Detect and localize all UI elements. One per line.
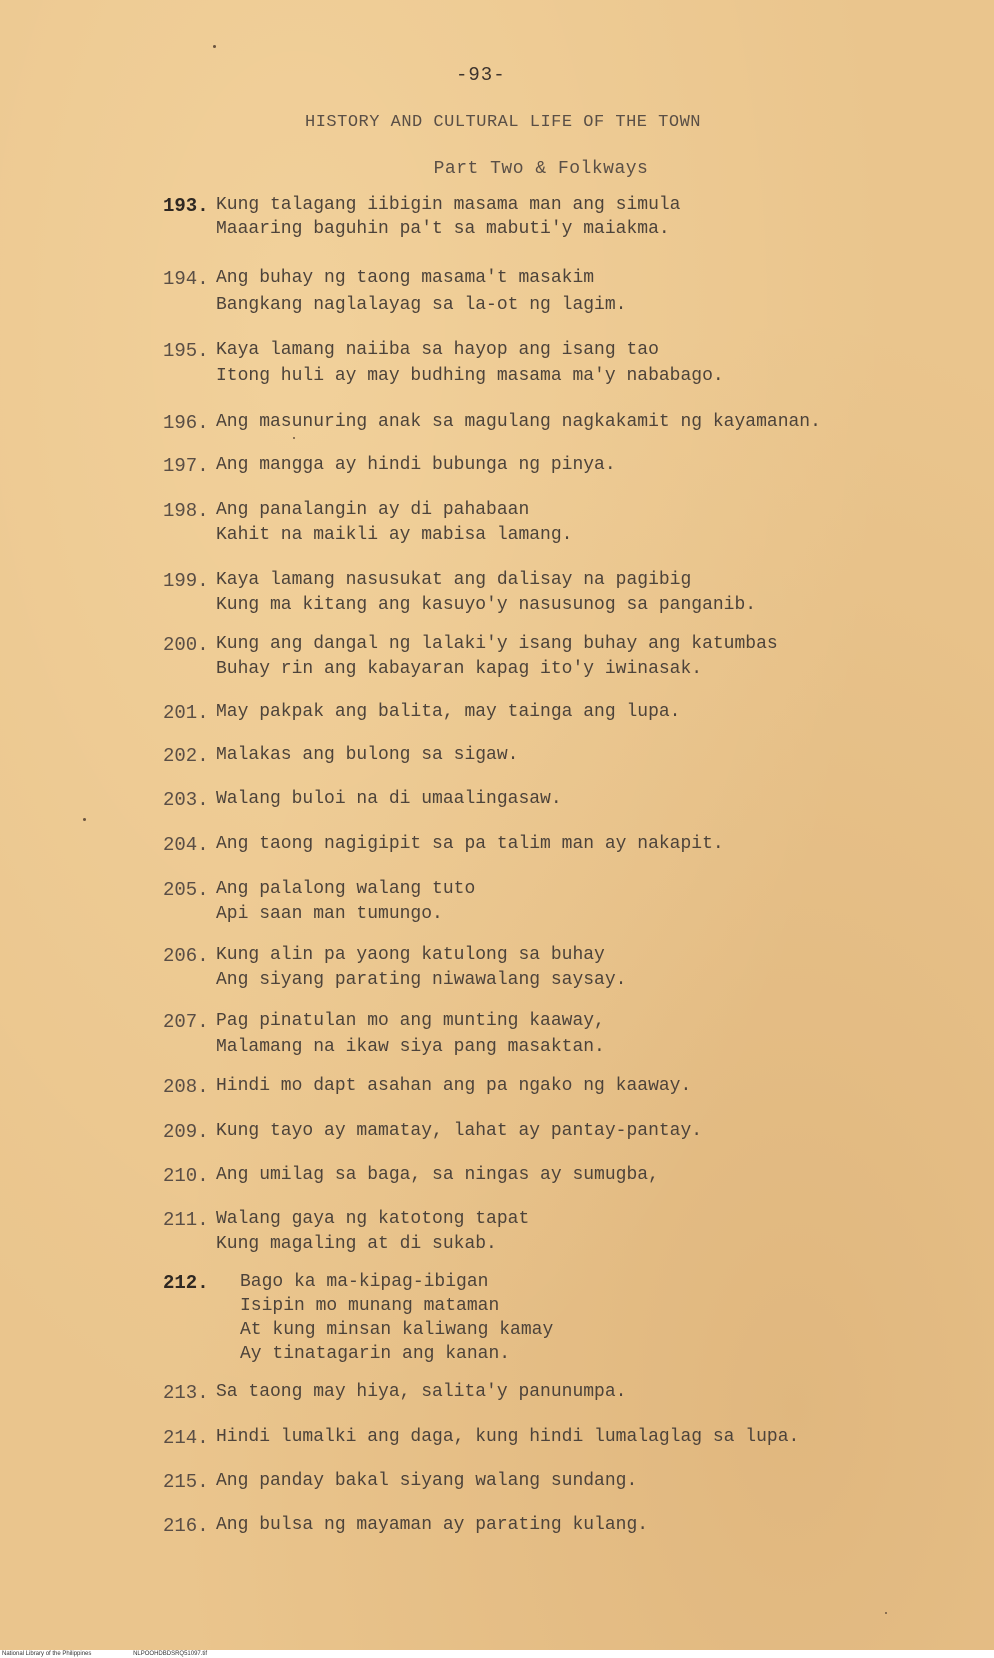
- proverb-line: Pag pinatulan mo ang munting kaaway,: [216, 1011, 605, 1031]
- proverb-line: Api saan man tumungo.: [216, 904, 443, 924]
- proverb-number: 211.: [163, 1209, 209, 1231]
- paper-speck: [83, 818, 86, 821]
- proverb-line: Kahit na maikli ay mabisa lamang.: [216, 525, 573, 545]
- paper-speck: [885, 1612, 887, 1614]
- page-subtitle: Part Two & Folkways: [433, 159, 649, 179]
- proverb-line: Itong huli ay may budhing masama ma'y nababago.: [216, 366, 724, 386]
- proverb-number: 209.: [163, 1121, 209, 1143]
- proverb-line: Walang buloi na di umaalingasaw.: [216, 789, 562, 809]
- proverb-line: Ang masunuring anak sa magulang nagkakamit ng kayamanan.: [216, 412, 821, 432]
- page-number: -93-: [456, 64, 506, 86]
- proverb-line: Buhay rin ang kabayaran kapag ito'y iwinasak.: [216, 659, 703, 679]
- proverb-number: 208.: [163, 1076, 209, 1098]
- proverb-line: At kung minsan kaliwang kamay: [240, 1320, 554, 1340]
- proverb-line: Ang umilag sa baga, sa ningas ay sumugba,: [216, 1165, 659, 1185]
- proverb-line: Kung ang dangal ng lalaki'y isang buhay ang katumbas: [216, 634, 778, 654]
- proverb-line: Ang panalangin ay di pahabaan: [216, 500, 530, 520]
- proverb-number: 212.: [163, 1272, 209, 1294]
- proverb-line: Kaya lamang naiiba sa hayop ang isang tao: [216, 340, 659, 360]
- proverb-line: Bago ka ma-kipag-ibigan: [240, 1272, 489, 1292]
- proverb-line: Ang mangga ay hindi bubunga ng pinya.: [216, 455, 616, 475]
- proverb-number: 207.: [163, 1011, 209, 1033]
- proverb-line: Kaya lamang nasusukat ang dalisay na pagibig: [216, 570, 692, 590]
- paper-speck: [213, 45, 216, 48]
- proverb-line: Ay tinatagarin ang kanan.: [240, 1344, 511, 1364]
- proverb-line: Isipin mo munang mataman: [240, 1296, 500, 1316]
- footer-file: NLPOOHDBDSRQ51097.tif: [133, 1651, 208, 1657]
- proverb-line: Kung alin pa yaong katulong sa buhay: [216, 945, 605, 965]
- proverb-line: Kung ma kitang ang kasuyo'y nasusunog sa panganib.: [216, 595, 757, 615]
- proverb-line: Malakas ang bulong sa sigaw.: [216, 745, 519, 765]
- proverb-number: 203.: [163, 789, 209, 811]
- proverb-line: Kung tayo ay mamatay, lahat ay pantay-pantay.: [216, 1121, 703, 1141]
- proverb-number: 197.: [163, 455, 209, 477]
- proverb-line: Ang taong nagigipit sa pa talim man ay nakapit.: [216, 834, 724, 854]
- proverb-line: Ang siyang parating niwawalang saysay.: [216, 970, 627, 990]
- page-title: HISTORY AND CULTURAL LIFE OF THE TOWN: [305, 113, 701, 132]
- proverb-line: Walang gaya ng katotong tapat: [216, 1209, 530, 1229]
- proverb-line: Maaaring baguhin pa't sa mabuti'y maiakma.: [216, 219, 670, 239]
- scan-footer: [0, 1650, 994, 1658]
- proverb-number: 196.: [163, 412, 209, 434]
- proverb-line: Hindi mo dapt asahan ang pa ngako ng kaaway.: [216, 1076, 692, 1096]
- proverb-number: 210.: [163, 1165, 209, 1187]
- proverb-line: Ang palalong walang tuto: [216, 879, 476, 899]
- footer-library: National Library of the Philippines: [2, 1651, 92, 1657]
- proverb-line: Kung talagang iibigin masama man ang simula: [216, 195, 681, 215]
- proverb-number: 206.: [163, 945, 209, 967]
- proverb-number: 214.: [163, 1427, 209, 1449]
- proverb-line: Ang panday bakal siyang walang sundang.: [216, 1471, 638, 1491]
- proverb-number: 216.: [163, 1515, 209, 1537]
- proverb-number: 194.: [163, 268, 209, 290]
- proverb-line: Malamang na ikaw siya pang masaktan.: [216, 1037, 605, 1057]
- proverb-number: 200.: [163, 634, 209, 656]
- proverb-line: Bangkang naglalayag sa la-ot ng lagim.: [216, 295, 627, 315]
- proverb-number: 205.: [163, 879, 209, 901]
- proverb-line: Sa taong may hiya, salita'y panunumpa.: [216, 1382, 627, 1402]
- proverb-number: 198.: [163, 500, 209, 522]
- proverb-line: May pakpak ang balita, may tainga ang lupa.: [216, 702, 681, 722]
- proverb-number: 202.: [163, 745, 209, 767]
- proverb-number: 199.: [163, 570, 209, 592]
- proverb-line: Ang bulsa ng mayaman ay parating kulang.: [216, 1515, 649, 1535]
- proverb-line: Hindi lumalki ang daga, kung hindi lumalaglag sa lupa.: [216, 1427, 800, 1447]
- proverb-number: 193.: [163, 195, 209, 217]
- paper-speck: [293, 437, 295, 439]
- proverb-line: Ang buhay ng taong masama't masakim: [216, 268, 595, 288]
- proverb-number: 204.: [163, 834, 209, 856]
- proverb-line: Kung magaling at di sukab.: [216, 1234, 497, 1254]
- proverb-number: 195.: [163, 340, 209, 362]
- proverb-number: 213.: [163, 1382, 209, 1404]
- proverb-number: 201.: [163, 702, 209, 724]
- proverb-number: 215.: [163, 1471, 209, 1493]
